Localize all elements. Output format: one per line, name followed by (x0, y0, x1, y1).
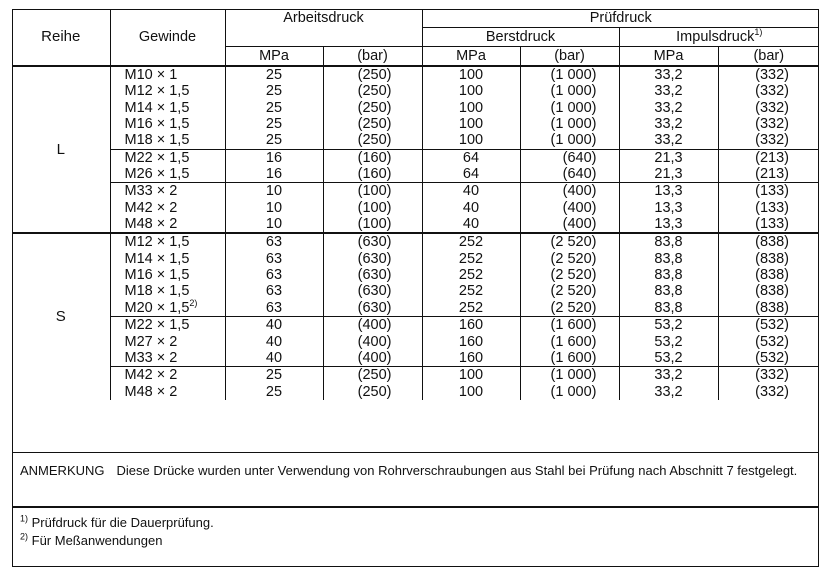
header-b-mpa: MPa (422, 47, 520, 67)
berstdruck-bar-cell: (1 000) (520, 66, 619, 83)
gewinde-text: M48 × 2 (124, 216, 178, 233)
table-row (12, 300, 819, 317)
berstdruck-mpa-cell: 252 (422, 300, 520, 317)
arbeitsdruck-mpa-cell: 10 (225, 200, 323, 216)
gewinde-cell (110, 100, 225, 116)
arbeitsdruck-bar-cell: (160) (323, 149, 422, 166)
berstdruck-mpa-cell: 252 (422, 233, 520, 250)
arbeitsdruck-mpa-cell: 16 (225, 149, 323, 166)
berstdruck-mpa-cell: 100 (422, 367, 520, 384)
impulsdruck-bar-cell: (838) (718, 267, 819, 283)
gewinde-cell (110, 200, 225, 216)
impulsdruck-bar-cell: (213) (718, 166, 819, 183)
impulsdruck-mpa-cell: 13,3 (619, 216, 718, 233)
gewinde-text: M42 × 2 (124, 199, 178, 216)
reihe-cell: L (12, 66, 110, 233)
arbeitsdruck-bar-cell: (400) (323, 350, 422, 367)
impulsdruck-bar-cell: (532) (718, 334, 819, 350)
arbeitsdruck-mpa-cell: 25 (225, 83, 323, 99)
impulsdruck-bar-cell: (838) (718, 233, 819, 250)
impulsdruck-bar-cell: (133) (718, 183, 819, 200)
arbeitsdruck-mpa-cell: 63 (225, 233, 323, 250)
table-row (12, 116, 819, 132)
header-impulsdruck-text: Impulsdruck (676, 29, 755, 45)
berstdruck-bar-cell: (2 520) (520, 251, 619, 267)
arbeitsdruck-mpa-cell: 63 (225, 267, 323, 283)
berstdruck-bar-cell: (400) (520, 183, 619, 200)
impulsdruck-mpa-cell: 83,8 (619, 300, 718, 317)
berstdruck-mpa-cell: 100 (422, 116, 520, 132)
arbeitsdruck-mpa-cell: 25 (225, 367, 323, 384)
gewinde-text: M27 × 2 (124, 333, 178, 350)
gewinde-text: M10 × 1 (124, 67, 178, 83)
header-i-mpa: MPa (619, 47, 718, 67)
footnote-2 (20, 532, 819, 550)
arbeitsdruck-bar-cell: (250) (323, 384, 422, 400)
gewinde-text: M18 × 1,5 (124, 283, 190, 300)
gewinde-cell (110, 267, 225, 283)
arbeitsdruck-mpa-cell: 25 (225, 384, 323, 400)
footnote-ref-2: 2) (189, 297, 198, 308)
berstdruck-bar-cell: (640) (520, 166, 619, 183)
gewinde-text: M33 × 2 (124, 349, 178, 366)
gewinde-cell (110, 350, 225, 367)
header-impulsdruck (619, 28, 819, 47)
impulsdruck-bar-cell: (332) (718, 132, 819, 149)
arbeitsdruck-bar-cell: (250) (323, 116, 422, 132)
footnote-1 (20, 514, 819, 532)
header-arbeitsdruck: Arbeitsdruck (225, 9, 422, 28)
header-arbeitsdruck-blank (225, 28, 422, 47)
arbeitsdruck-mpa-cell: 16 (225, 166, 323, 183)
berstdruck-mpa-cell: 40 (422, 200, 520, 216)
impulsdruck-mpa-cell: 53,2 (619, 350, 718, 367)
impulsdruck-mpa-cell: 83,8 (619, 233, 718, 250)
berstdruck-mpa-cell: 252 (422, 283, 520, 299)
arbeitsdruck-bar-cell: (400) (323, 317, 422, 334)
berstdruck-mpa-cell: 160 (422, 334, 520, 350)
gewinde-cell (110, 233, 225, 250)
gewinde-text: M42 × 2 (124, 367, 178, 384)
anmerkung-label: ANMERKUNG (20, 463, 105, 478)
berstdruck-bar-cell: (1 000) (520, 116, 619, 132)
berstdruck-mpa-cell: 160 (422, 350, 520, 367)
gewinde-cell (110, 66, 225, 83)
table-row (12, 100, 819, 116)
gewinde-cell (110, 297, 225, 317)
table-row (12, 183, 819, 200)
header-gewinde: Gewinde (110, 9, 225, 66)
impulsdruck-bar-cell: (213) (718, 149, 819, 166)
footnote-separator (12, 506, 819, 508)
table-row (12, 267, 819, 283)
impulsdruck-bar-cell: (332) (718, 100, 819, 116)
header-berstdruck: Berstdruck (422, 28, 619, 47)
impulsdruck-bar-cell: (838) (718, 300, 819, 317)
arbeitsdruck-bar-cell: (630) (323, 233, 422, 250)
impulsdruck-bar-cell: (332) (718, 384, 819, 400)
gewinde-cell (110, 251, 225, 267)
table-row (12, 251, 819, 267)
separator-line (12, 452, 819, 453)
table-row (12, 283, 819, 299)
impulsdruck-bar-cell: (532) (718, 317, 819, 334)
arbeitsdruck-bar-cell: (250) (323, 367, 422, 384)
gewinde-text: M12 × 1,5 (124, 83, 190, 100)
arbeitsdruck-bar-cell: (100) (323, 183, 422, 200)
impulsdruck-mpa-cell: 33,2 (619, 100, 718, 116)
gewinde-cell (110, 183, 225, 200)
gewinde-text: M14 × 1,5 (124, 99, 190, 116)
series-l-body (12, 66, 819, 233)
arbeitsdruck-mpa-cell: 10 (225, 183, 323, 200)
berstdruck-mpa-cell: 100 (422, 384, 520, 400)
impulsdruck-bar-cell: (838) (718, 283, 819, 299)
table-row (12, 384, 819, 400)
berstdruck-bar-cell: (1 000) (520, 384, 619, 400)
header-b-bar: (bar) (520, 47, 619, 67)
berstdruck-mpa-cell: 40 (422, 216, 520, 233)
header-a-bar: (bar) (323, 47, 422, 67)
impulsdruck-bar-cell: (838) (718, 251, 819, 267)
arbeitsdruck-mpa-cell: 25 (225, 116, 323, 132)
impulsdruck-bar-cell: (332) (718, 83, 819, 99)
berstdruck-bar-cell: (1 600) (520, 317, 619, 334)
gewinde-cell (110, 116, 225, 132)
arbeitsdruck-mpa-cell: 25 (225, 100, 323, 116)
impulsdruck-bar-cell: (332) (718, 66, 819, 83)
arbeitsdruck-bar-cell: (250) (323, 83, 422, 99)
gewinde-cell (110, 149, 225, 166)
arbeitsdruck-bar-cell: (160) (323, 166, 422, 183)
impulsdruck-mpa-cell: 83,8 (619, 267, 718, 283)
berstdruck-bar-cell: (1 000) (520, 83, 619, 99)
anmerkung-text: Diese Drücke wurden unter Verwendung von Rohrverschraubungen aus Stahl bei Prüfung nach Abschnitt 7 festgelegt. (116, 463, 798, 478)
berstdruck-bar-cell: (400) (520, 216, 619, 233)
impulsdruck-bar-cell: (133) (718, 216, 819, 233)
footnote-1-mark: 1) (20, 513, 29, 524)
table-row (12, 317, 819, 334)
arbeitsdruck-mpa-cell: 63 (225, 300, 323, 317)
arbeitsdruck-bar-cell: (630) (323, 267, 422, 283)
impulsdruck-mpa-cell: 33,2 (619, 132, 718, 149)
gewinde-cell (110, 83, 225, 99)
footnote-1-text: Prüfdruck für die Dauerprüfung. (28, 515, 214, 530)
table-row (12, 166, 819, 183)
gewinde-text: M16 × 1,5 (124, 267, 190, 284)
impulsdruck-bar-cell: (532) (718, 350, 819, 367)
berstdruck-bar-cell: (2 520) (520, 267, 619, 283)
impulsdruck-mpa-cell: 33,2 (619, 83, 718, 99)
arbeitsdruck-mpa-cell: 63 (225, 283, 323, 299)
impulsdruck-mpa-cell: 13,3 (619, 200, 718, 216)
impulsdruck-mpa-cell: 53,2 (619, 317, 718, 334)
arbeitsdruck-bar-cell: (400) (323, 334, 422, 350)
arbeitsdruck-bar-cell: (100) (323, 200, 422, 216)
arbeitsdruck-bar-cell: (100) (323, 216, 422, 233)
footnote-2-text: Für Meßanwendungen (28, 533, 163, 548)
arbeitsdruck-mpa-cell: 40 (225, 350, 323, 367)
gewinde-cell (110, 367, 225, 384)
footnote-ref-1: 1) (754, 27, 763, 38)
berstdruck-bar-cell: (1 000) (520, 367, 619, 384)
gewinde-cell (110, 132, 225, 149)
gewinde-text: M14 × 1,5 (124, 250, 190, 267)
table-row (12, 334, 819, 350)
table-row (12, 367, 819, 384)
table-row (12, 216, 819, 233)
arbeitsdruck-bar-cell: (630) (323, 283, 422, 299)
gewinde-text: M33 × 2 (124, 183, 178, 200)
arbeitsdruck-bar-cell: (250) (323, 100, 422, 116)
impulsdruck-bar-cell: (332) (718, 367, 819, 384)
berstdruck-mpa-cell: 160 (422, 317, 520, 334)
table-row (12, 149, 819, 166)
berstdruck-mpa-cell: 100 (422, 132, 520, 149)
impulsdruck-mpa-cell: 33,2 (619, 384, 718, 400)
arbeitsdruck-mpa-cell: 40 (225, 317, 323, 334)
impulsdruck-bar-cell: (133) (718, 200, 819, 216)
berstdruck-bar-cell: (640) (520, 149, 619, 166)
impulsdruck-mpa-cell: 83,8 (619, 251, 718, 267)
header-pruefdruck: Prüfdruck (422, 9, 819, 28)
gewinde-cell (110, 317, 225, 334)
arbeitsdruck-bar-cell: (250) (323, 132, 422, 149)
table-row (12, 66, 819, 83)
berstdruck-mpa-cell: 100 (422, 100, 520, 116)
berstdruck-mpa-cell: 252 (422, 267, 520, 283)
reihe-cell: S (12, 233, 110, 399)
impulsdruck-bar-cell: (332) (718, 116, 819, 132)
berstdruck-bar-cell: (2 520) (520, 283, 619, 299)
gewinde-text: M12 × 1,5 (124, 234, 190, 251)
berstdruck-bar-cell: (2 520) (520, 300, 619, 317)
berstdruck-mpa-cell: 40 (422, 183, 520, 200)
berstdruck-mpa-cell: 100 (422, 83, 520, 99)
arbeitsdruck-mpa-cell: 63 (225, 251, 323, 267)
gewinde-text: M22 × 1,5 (124, 149, 190, 166)
berstdruck-bar-cell: (1 600) (520, 350, 619, 367)
arbeitsdruck-bar-cell: (630) (323, 251, 422, 267)
berstdruck-mpa-cell: 252 (422, 251, 520, 267)
arbeitsdruck-mpa-cell: 10 (225, 216, 323, 233)
gewinde-text: M26 × 1,5 (124, 166, 190, 183)
berstdruck-bar-cell: (1 000) (520, 100, 619, 116)
gewinde-cell (110, 384, 225, 400)
table-row (12, 132, 819, 149)
arbeitsdruck-mpa-cell: 40 (225, 334, 323, 350)
pressure-table (12, 9, 819, 400)
header-a-mpa: MPa (225, 47, 323, 67)
gewinde-text: M22 × 1,5 (124, 317, 190, 334)
berstdruck-bar-cell: (1 000) (520, 132, 619, 149)
berstdruck-mpa-cell: 64 (422, 149, 520, 166)
table-row (12, 83, 819, 99)
gewinde-text: M16 × 1,5 (124, 116, 190, 133)
berstdruck-bar-cell: (1 600) (520, 334, 619, 350)
gewinde-text: M48 × 2 (124, 383, 178, 400)
header-reihe: Reihe (41, 28, 81, 45)
arbeitsdruck-mpa-cell: 25 (225, 66, 323, 83)
impulsdruck-mpa-cell: 83,8 (619, 283, 718, 299)
gewinde-cell (110, 216, 225, 233)
impulsdruck-mpa-cell: 21,3 (619, 166, 718, 183)
impulsdruck-mpa-cell: 53,2 (619, 334, 718, 350)
berstdruck-bar-cell: (2 520) (520, 233, 619, 250)
gewinde-text: M18 × 1,5 (124, 132, 190, 149)
gewinde-cell (110, 334, 225, 350)
table-row (12, 200, 819, 216)
arbeitsdruck-bar-cell: (250) (323, 66, 422, 83)
series-s-body (12, 233, 819, 399)
berstdruck-bar-cell: (400) (520, 200, 619, 216)
header-i-bar: (bar) (718, 47, 819, 67)
impulsdruck-mpa-cell: 33,2 (619, 66, 718, 83)
table-row (12, 233, 819, 250)
footnotes (12, 514, 819, 550)
impulsdruck-mpa-cell: 33,2 (619, 367, 718, 384)
gewinde-cell (110, 283, 225, 299)
arbeitsdruck-bar-cell: (630) (323, 300, 422, 317)
gewinde-text: M20 × 1,5 (124, 299, 190, 316)
impulsdruck-mpa-cell: 21,3 (619, 149, 718, 166)
berstdruck-mpa-cell: 64 (422, 166, 520, 183)
footnote-2-mark: 2) (20, 531, 29, 542)
impulsdruck-mpa-cell: 13,3 (619, 183, 718, 200)
berstdruck-mpa-cell: 100 (422, 66, 520, 83)
anmerkung (12, 462, 819, 479)
table-row (12, 350, 819, 367)
gewinde-cell (110, 166, 225, 183)
impulsdruck-mpa-cell: 33,2 (619, 116, 718, 132)
arbeitsdruck-mpa-cell: 25 (225, 132, 323, 149)
